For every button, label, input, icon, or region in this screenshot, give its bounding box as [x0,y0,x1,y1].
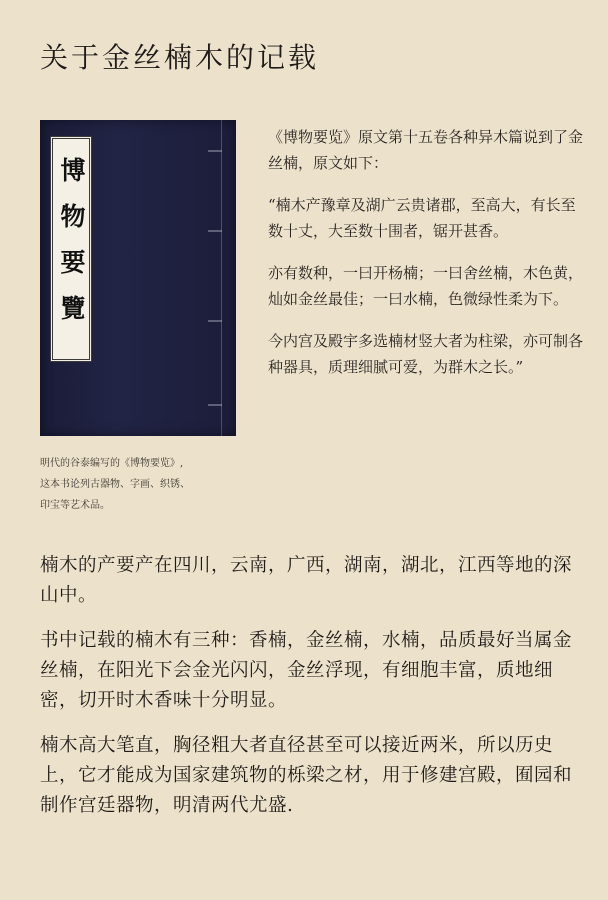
intro-quote-block [268,124,590,396]
stitch-mark [208,230,222,232]
book-title-text: 博物要覽 [57,157,86,341]
page-title: 关于金丝楠木的记载 [40,41,320,74]
body-paragraph: 书中记载的楠木有三种：香楠，金丝楠，水楠，品质最好当属金丝楠，在阳光下会金光闪闪，金丝浮现，有细胞丰富，质地细密，切开时木香味十分明显。 [40,630,573,711]
book-spine-stitch [221,120,222,436]
stitch-mark [208,404,222,406]
intro-paragraph: 今内宫及殿宇多选楠材竖大者为柱梁，亦可制各种器具，质理细腻可爱，为群木之长。” [268,332,584,376]
book-cover-image [40,120,236,436]
stitch-mark [208,150,222,152]
intro-paragraph: 亦有数种，一曰开杨楠；一曰舍丝楠，木色黄，灿如金丝最佳；一曰水楠，色微绿性柔为下。 [268,264,584,308]
stitch-mark [208,320,222,322]
body-text [40,551,580,836]
body-paragraph: 楠木高大笔直，胸径粗大者直径甚至可以接近两米，所以历史上，它才能成为国家建筑物的栎梁之材，用于修建宫殿，囿园和制作宫廷器物，明清两代尤盛. [40,735,573,816]
book-title-label [50,136,92,362]
intro-paragraph: “楠木产豫章及湖广云贵诸郡，至高大，有长至数十丈，大至数十围者，锯开甚香。 [268,196,576,240]
image-caption: 明代的谷泰编写的《博物要览》, 这本书论列古器物、字画、织锈、 印宝等艺术品。 [40,458,190,511]
intro-paragraph: 《博物要览》原文第十五卷各种异木篇说到了金丝楠，原文如下： [268,128,584,172]
body-paragraph: 楠木的产要产在四川，云南，广西，湖南，湖北，江西等地的深山中。 [40,555,573,606]
